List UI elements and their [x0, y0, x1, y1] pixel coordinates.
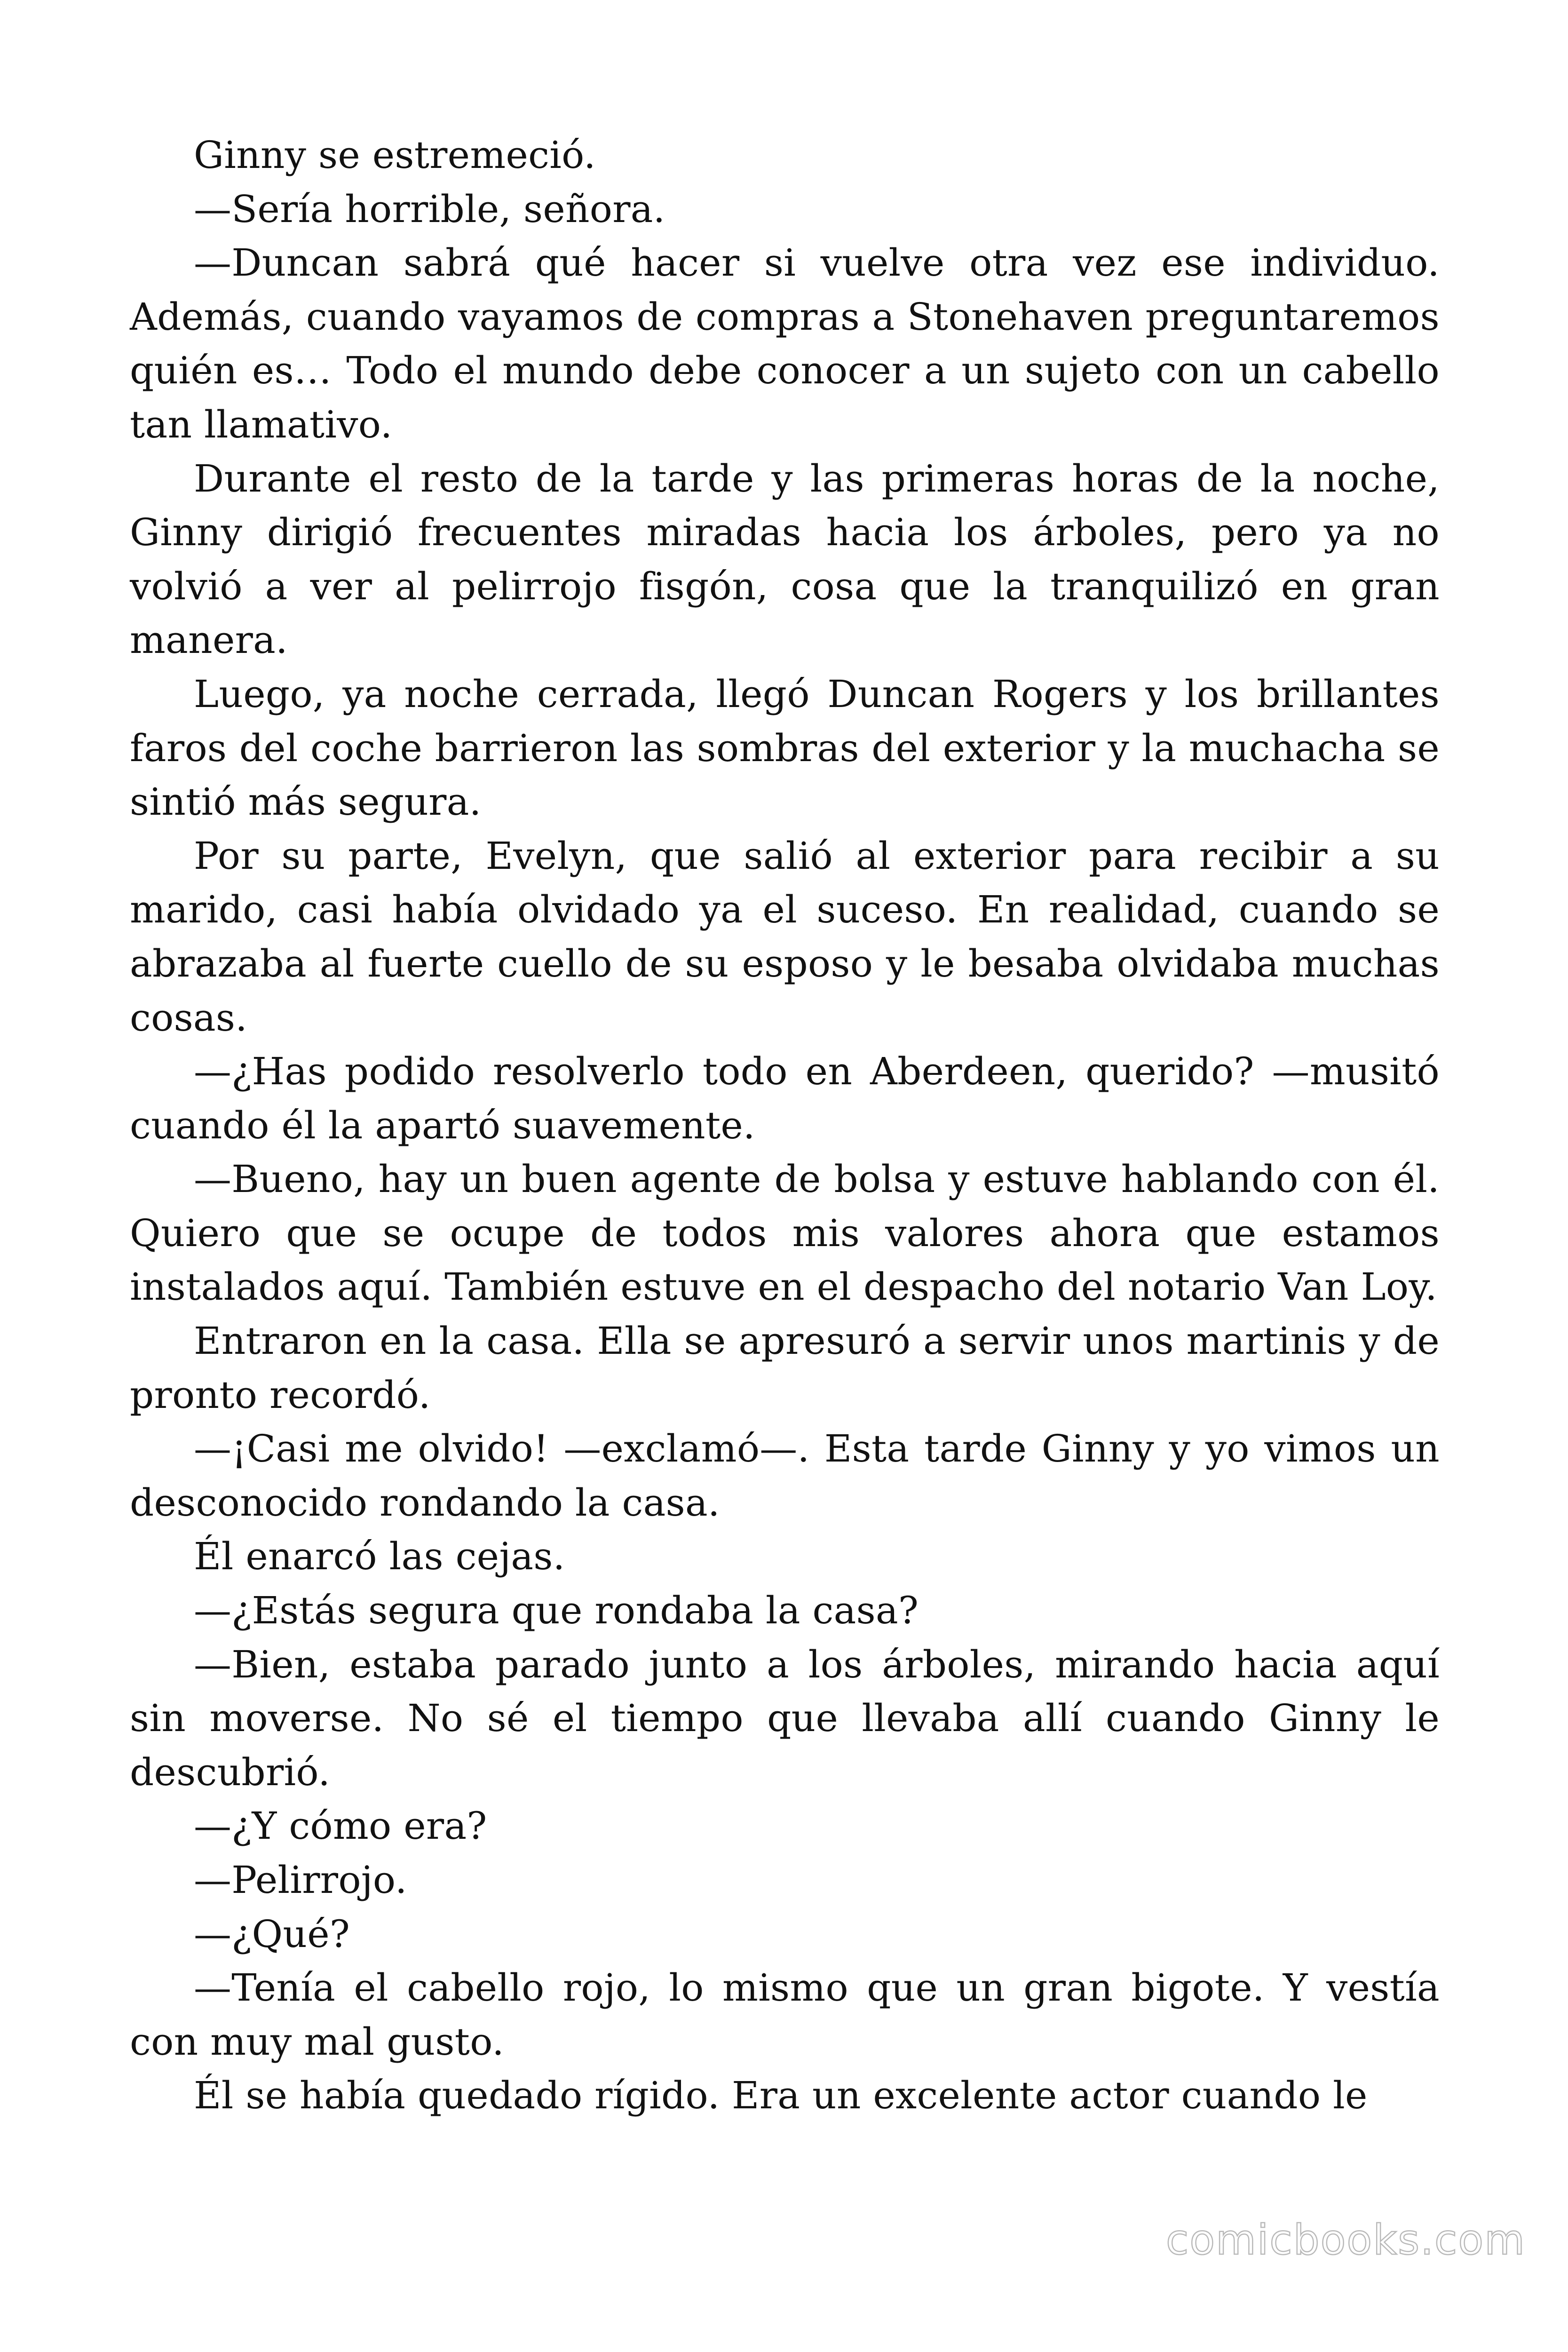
paragraph-6: Por su parte, Evelyn, que salió al exterior para recibir a su marido, casi había olvidado ya el suceso. En realidad, cuando se abrazaba al fuerte cuello de su esposo y le besaba olvidaba muchas cosas. — [130, 834, 1440, 1040]
paragraph-15: —Pelirrojo. — [194, 1858, 407, 1902]
paragraph-10: —¡Casi me olvido! —exclamó—. Esta tarde Ginny y yo vimos un desconocido rondando la casa. — [130, 1427, 1440, 1525]
paragraph-16: —¿Qué? — [194, 1912, 350, 1956]
paragraph-17: —Tenía el cabello rojo, lo mismo que un gran bigote. Y vestía con muy mal gusto. — [130, 1966, 1440, 2064]
paragraph-3: —Duncan sabrá qué hacer si vuelve otra vez ese individuo. Además, cuando vayamos de compras a Stonehaven preguntaremos quién es… Todo el mundo debe conocer a un sujeto con un cabello tan llamativo. — [130, 241, 1440, 446]
paragraph-4: Durante el resto de la tarde y las primeras horas de la noche, Ginny dirigió frecuentes miradas hacia los árboles, pero ya no volvió a ver al pelirrojo fisgón, cosa que la tranquilizó en gran manera. — [130, 456, 1440, 662]
watermark-text: comicbooks.com — [1165, 2216, 1526, 2264]
paragraph-12: —¿Estás segura que rondaba la casa? — [194, 1589, 919, 1633]
paragraph-13: —Bien, estaba parado junto a los árboles, mirando hacia aquí sin moverse. No sé el tiempo que llevaba allí cuando Ginny le descubrió. — [130, 1642, 1440, 1794]
paragraph-18: Él se había quedado rígido. Era un excelente actor cuando le — [194, 2074, 1368, 2118]
paragraph-1: Ginny se estremeció. — [194, 133, 596, 177]
paragraph-14: —¿Y cómo era? — [194, 1804, 487, 1848]
paragraph-2: —Sería horrible, señora. — [194, 187, 665, 231]
paragraph-11: Él enarcó las cejas. — [194, 1534, 565, 1579]
paragraph-8: —Bueno, hay un buen agente de bolsa y estuve hablando con él. Quiero que se ocupe de todos mis valores ahora que estamos instalados aquí. También estuve en el despacho del notario Van Loy. — [130, 1157, 1440, 1309]
book-page-text — [130, 128, 1440, 2123]
paragraph-9: Entraron en la casa. Ella se apresuró a servir unos martinis y de pronto recordó. — [130, 1319, 1440, 1417]
paragraph-5: Luego, ya noche cerrada, llegó Duncan Rogers y los brillantes faros del coche barrieron las sombras del exterior y la muchacha se sintió más segura. — [130, 672, 1440, 824]
paragraph-7: —¿Has podido resolverlo todo en Aberdeen, querido? —musitó cuando él la apartó suavemente. — [130, 1049, 1440, 1147]
